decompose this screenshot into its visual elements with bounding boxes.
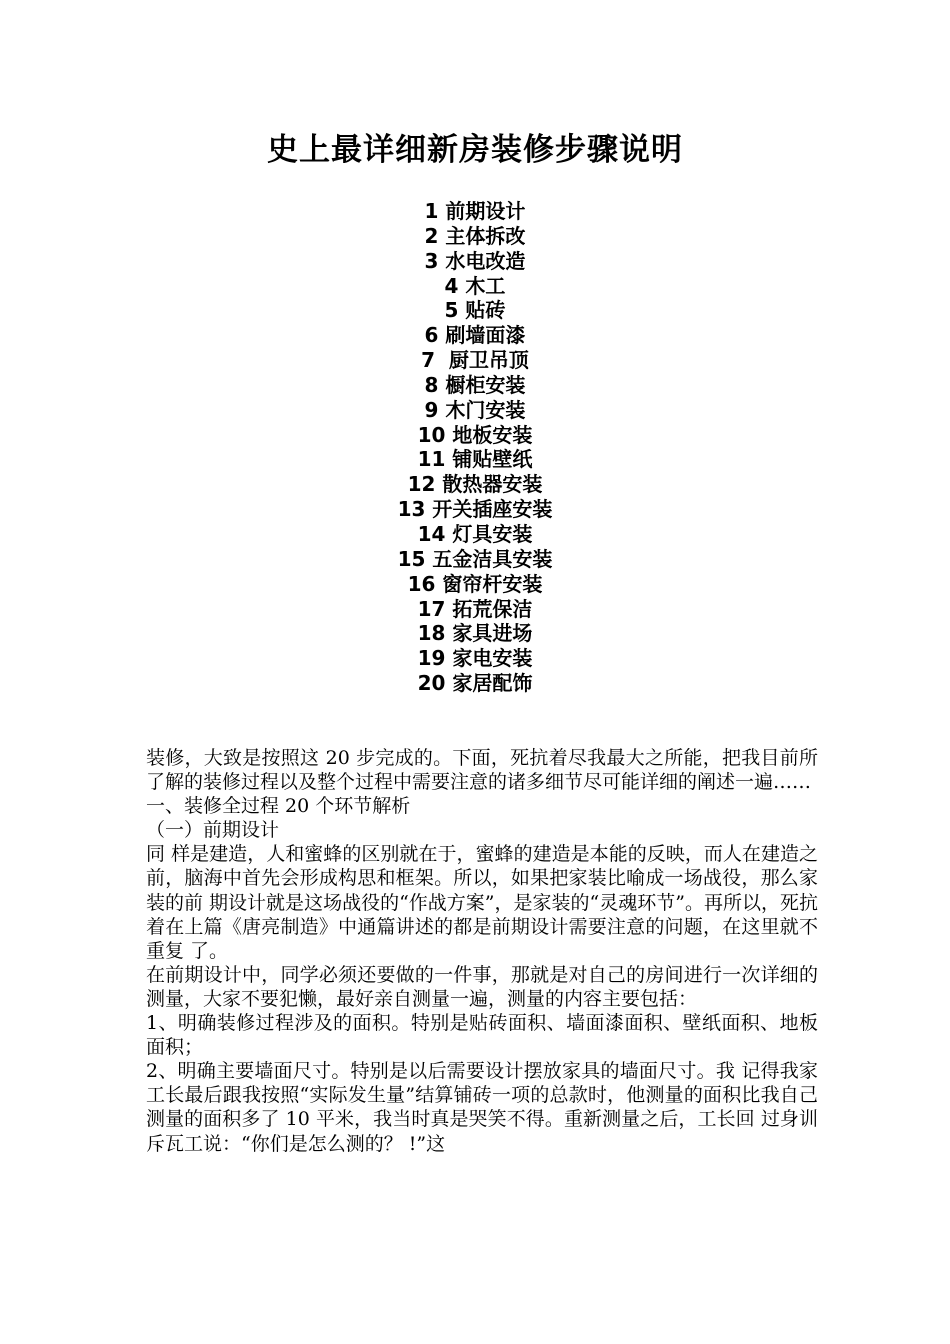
- body-paragraph: 在前期设计中，同学必须还要做的一件事，那就是对自己的房间进行一次详细的测量，大家不要犯懒，最好亲自测量一遍，测量的内容主要包括：: [146, 963, 818, 1010]
- toc-item: 10 地板安装: [417, 422, 533, 447]
- body-paragraph: 同 样是建造，人和蜜蜂的区别就在于，蜜蜂的建造是本能的反映，而人在建造之前，脑海中首先会形成构思和框架。所以，如果把家装比喻成一场战役，那么家装的前 期设计就是这场战役的“作战方案”，是家装的“灵魂环节”。再所以，死抗着在上篇《唐亮制造》中通篇讲述的都是前期设计需要注意的问题，在这里就不重复 了。: [146, 843, 818, 962]
- toc-item: 18 家具进场: [417, 621, 533, 646]
- toc-item: 6 刷墙面漆: [424, 323, 526, 348]
- document-title: 史上最详细新房装修步骤说明: [267, 132, 683, 168]
- toc-item: 2 主体拆改: [424, 223, 526, 248]
- toc-item: 13 开关插座安装: [397, 497, 553, 522]
- toc-item: 16 窗帘杆安装: [407, 571, 543, 596]
- toc-item: 8 橱柜安装: [424, 372, 526, 397]
- toc-item: 4 木工: [444, 273, 506, 298]
- toc-item: 20 家居配饰: [417, 671, 533, 696]
- toc-item: 5 贴砖: [444, 298, 506, 323]
- toc-item: 14 灯具安装: [417, 521, 533, 546]
- toc-item: 7 厨卫吊顶: [421, 348, 529, 373]
- document-body: [146, 746, 818, 1156]
- toc-item: 11 铺贴壁纸: [417, 447, 533, 472]
- toc-item: 15 五金洁具安装: [397, 546, 553, 571]
- section-heading: 一、装修全过程 20 个环节解析: [146, 795, 411, 818]
- toc-item: 9 木门安装: [424, 397, 526, 422]
- intro-paragraph: 装修，大致是按照这 20 步完成的。下面，死抗着尽我最大之所能，把我目前所了解的装修过程以及整个过程中需要注意的诸多细节尽可能详细的阐述一遍……: [146, 747, 818, 794]
- subsection-heading: （一）前期设计: [146, 819, 280, 842]
- list-item: 1、明确装修过程涉及的面积。特别是贴砖面积、墙面漆面积、壁纸面积、地板面积；: [146, 1012, 818, 1059]
- toc-item: 12 散热器安装: [407, 472, 543, 497]
- toc-item: 19 家电安装: [417, 646, 533, 671]
- toc-item: 17 拓荒保洁: [417, 596, 533, 621]
- toc-item: 3 水电改造: [424, 248, 526, 273]
- list-item: 2、明确主要墙面尺寸。特别是以后需要设计摆放家具的墙面尺寸。我 记得我家工长最后跟我按照“实际发生量”结算铺砖一项的总款时，他测量的面积比我自己测量的面积多了 10 平米，我当时真是哭笑不得。重新测量之后，工长回 过身训斥瓦工说：“你们是怎么测的？ !”这: [146, 1060, 818, 1155]
- table-of-contents: [0, 199, 950, 696]
- toc-item: 1 前期设计: [424, 199, 526, 223]
